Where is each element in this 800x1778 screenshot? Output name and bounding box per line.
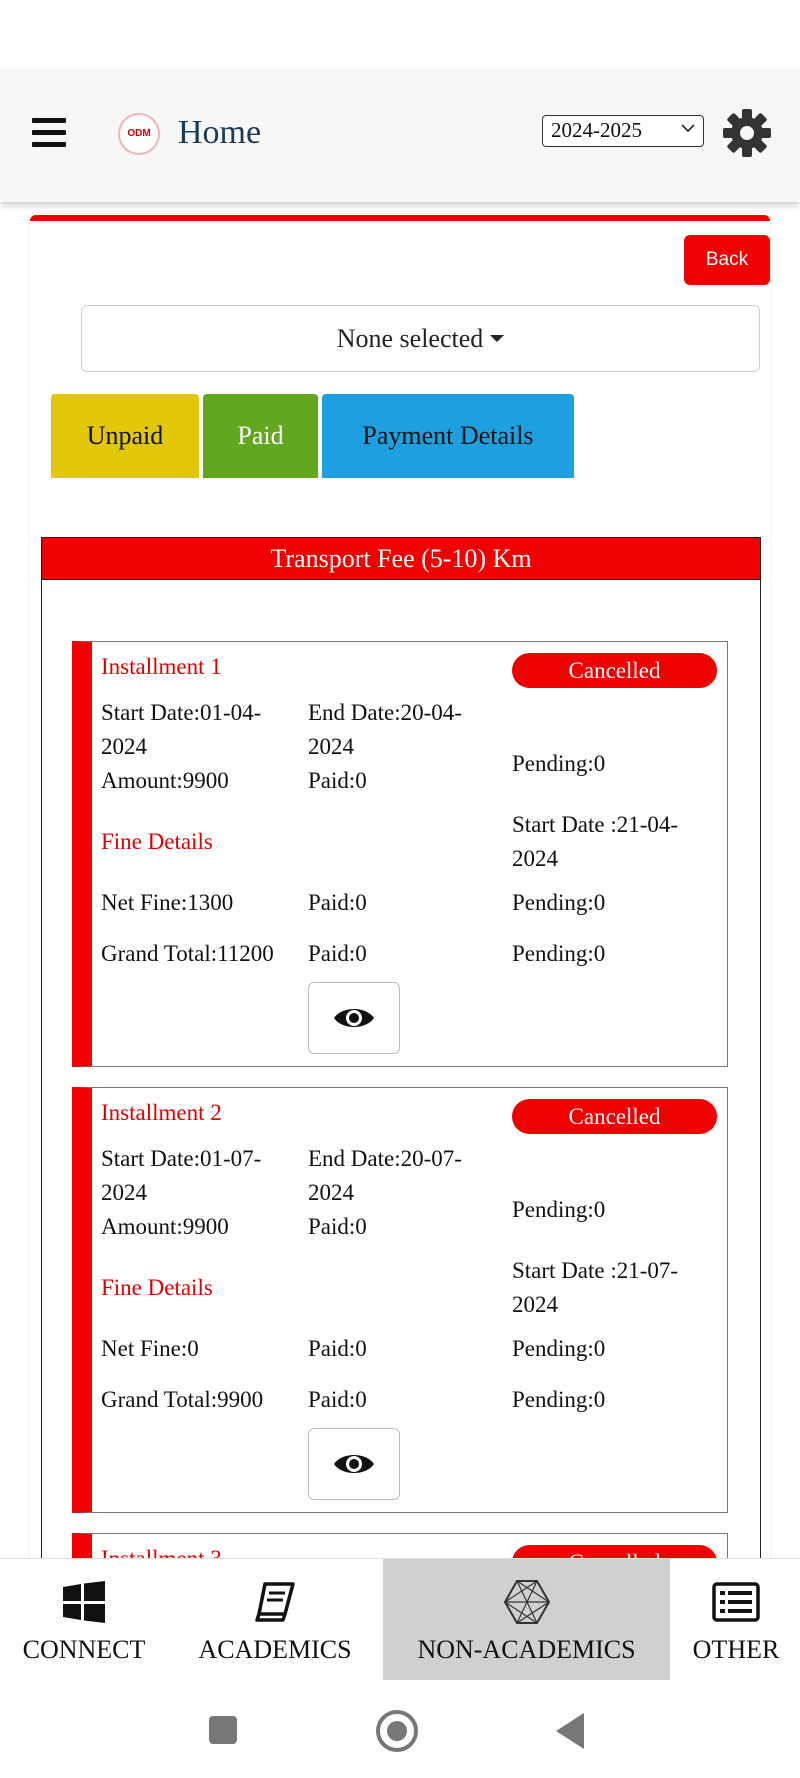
nav-other[interactable] — [672, 1559, 800, 1681]
paid-amount: Paid:0 — [308, 1214, 367, 1239]
total-paid: Paid:0 — [308, 1387, 367, 1412]
app-header — [0, 68, 800, 202]
amount: Amount:9900 — [101, 768, 229, 793]
tab-payment-details[interactable]: Payment Details — [322, 394, 574, 478]
total-paid: Paid:0 — [308, 941, 367, 966]
tab-unpaid[interactable]: Unpaid — [51, 394, 199, 478]
eye-icon — [332, 1450, 376, 1478]
end-date: End Date:20-07-2024 — [308, 1146, 462, 1205]
fee-group-title: Transport Fee (5-10) Km — [42, 538, 760, 580]
gear-icon[interactable] — [722, 108, 772, 158]
grand-total: Grand Total:11200 — [101, 941, 274, 966]
view-receipt-button[interactable] — [308, 982, 400, 1054]
multiselect-value: None selected — [336, 323, 484, 353]
paid-amount: Paid:0 — [308, 768, 367, 793]
bottom-navigation — [0, 1558, 800, 1680]
school-logo — [118, 113, 160, 155]
installment-card — [72, 1087, 728, 1513]
home-button[interactable] — [376, 1710, 418, 1752]
back-button[interactable]: Back — [684, 235, 770, 285]
installment-title: Installment 2 — [101, 1100, 222, 1125]
fine-details-label: Fine Details — [101, 829, 213, 854]
status-badge: Cancelled — [512, 653, 717, 688]
nav-connect-label: CONNECT — [22, 1635, 146, 1664]
net-fine: Net Fine:1300 — [101, 890, 234, 915]
nav-non-academics-label: NON-ACADEMICS — [417, 1635, 636, 1664]
page-title: Home — [178, 114, 262, 151]
end-date: End Date:20-04-2024 — [308, 700, 462, 759]
installment-card — [72, 641, 728, 1067]
back-nav-button[interactable] — [556, 1713, 584, 1749]
installment-title: Installment 1 — [101, 654, 222, 679]
pending-amount: Pending:0 — [512, 1197, 606, 1222]
sphere-icon — [503, 1579, 551, 1625]
nav-academics-label: ACADEMICS — [198, 1635, 352, 1664]
amount: Amount:9900 — [101, 1214, 229, 1239]
status-bar — [0, 0, 800, 68]
status-badge: Cancelled — [512, 1099, 717, 1134]
fine-details-label: Fine Details — [101, 1275, 213, 1300]
start-date: Start Date:01-07-2024 — [101, 1146, 262, 1205]
academic-year-select[interactable] — [542, 115, 704, 147]
list-icon — [712, 1582, 760, 1622]
tab-paid[interactable]: Paid — [203, 394, 318, 478]
fine-paid: Paid:0 — [308, 1336, 367, 1361]
book-icon — [253, 1580, 297, 1624]
logo-text: ODM — [127, 128, 151, 139]
chevron-down-icon — [681, 121, 695, 135]
menu-icon[interactable] — [32, 118, 66, 148]
recent-apps-button[interactable] — [209, 1716, 237, 1744]
grand-total: Grand Total:9900 — [101, 1387, 264, 1412]
fee-type-multiselect[interactable] — [81, 305, 760, 372]
eye-icon — [332, 1004, 376, 1032]
total-pending: Pending:0 — [512, 1387, 606, 1412]
nav-other-label: OTHER — [692, 1635, 780, 1664]
fine-pending: Pending:0 — [512, 890, 606, 915]
total-pending: Pending:0 — [512, 941, 606, 966]
nav-non-academics[interactable] — [383, 1559, 670, 1681]
nav-academics[interactable] — [180, 1559, 370, 1681]
fine-start-date: Start Date :21-04-2024 — [512, 812, 679, 871]
fine-paid: Paid:0 — [308, 890, 367, 915]
nav-connect[interactable] — [0, 1559, 168, 1681]
windows-icon — [63, 1581, 105, 1623]
fine-start-date: Start Date :21-07-2024 — [512, 1258, 679, 1317]
view-receipt-button[interactable] — [308, 1428, 400, 1500]
start-date: Start Date:01-04-2024 — [101, 700, 262, 759]
caret-down-icon — [490, 335, 504, 342]
academic-year-value: 2024-2025 — [551, 118, 642, 142]
fine-pending: Pending:0 — [512, 1336, 606, 1361]
net-fine: Net Fine:0 — [101, 1336, 199, 1361]
pending-amount: Pending:0 — [512, 751, 606, 776]
